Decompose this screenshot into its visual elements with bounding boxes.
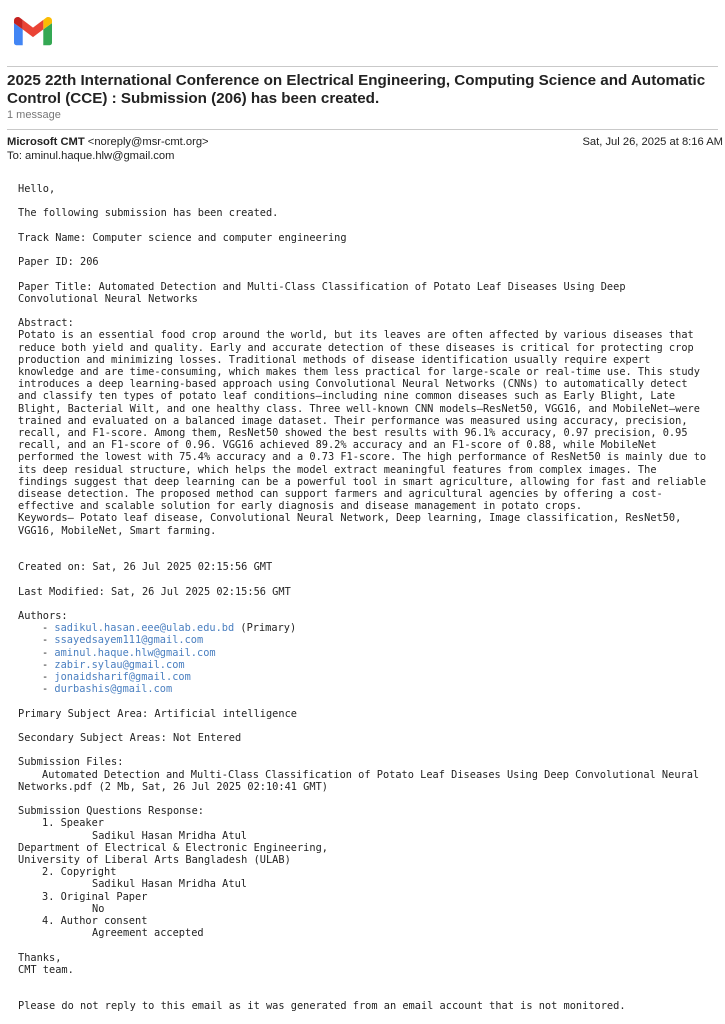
answer-speaker: Sadikul Hasan Mridha Atul bbox=[92, 829, 247, 842]
primary-subject-area: Primary Subject Area: Artificial intelligence bbox=[18, 707, 297, 720]
author-item bbox=[18, 671, 718, 683]
questions-label: Submission Questions Response: bbox=[18, 805, 204, 818]
author-item bbox=[18, 647, 718, 659]
footer-notice: Please do not reply to this email as it was generated from an email account that is not monitored. bbox=[18, 1000, 626, 1013]
speaker-department: Department of Electrical & Electronic Engineering, bbox=[18, 841, 328, 854]
author-bullet: - bbox=[42, 671, 55, 683]
author-item bbox=[18, 683, 718, 695]
speaker-university: University of Liberal Arts Bangladesh (ULAB) bbox=[18, 853, 291, 866]
paper-id: Paper ID: 206 bbox=[18, 256, 99, 269]
question-speaker: 1. Speaker bbox=[42, 817, 104, 830]
question-author-consent: 4. Author consent bbox=[42, 915, 148, 927]
author-item bbox=[18, 659, 718, 671]
file-name-line1: Automated Detection and Multi-Class Classification of Potato Leaf Diseases Using Deep Convolutional Neural bbox=[42, 768, 700, 781]
author-list bbox=[18, 622, 718, 695]
question-original-paper: 3. Original Paper bbox=[42, 890, 148, 903]
author-bullet: - bbox=[42, 622, 55, 635]
email-date: Sat, Jul 26, 2025 at 8:16 AM bbox=[582, 136, 723, 148]
author-email-link[interactable]: jonaidsharif@gmail.com bbox=[54, 671, 191, 683]
author-bullet: - bbox=[42, 658, 55, 671]
paper-title: Paper Title: Automated Detection and Multi-Class Classification of Potato Leaf Diseases Using Deep Convolutional Neural Networks bbox=[18, 280, 626, 305]
author-email-link[interactable]: zabir.sylau@gmail.com bbox=[54, 658, 185, 671]
secondary-subject-areas: Secondary Subject Areas: Not Entered bbox=[18, 731, 242, 744]
email-subject: 2025 22th International Conference on Electrical Engineering, Computing Science and Automatic Control (CCE) : Submission (206) has been created. bbox=[7, 72, 706, 107]
header-divider bbox=[7, 66, 718, 67]
question-copyright: 2. Copyright bbox=[42, 866, 117, 879]
answer-author-consent: Agreement accepted bbox=[92, 927, 204, 940]
sender-name: Microsoft CMT bbox=[7, 136, 85, 148]
author-bullet: - bbox=[42, 646, 55, 659]
signature: CMT team. bbox=[18, 963, 74, 976]
subject-divider bbox=[7, 129, 718, 130]
intro-text: The following submission has been created. bbox=[18, 207, 279, 220]
thanks: Thanks, bbox=[18, 951, 62, 964]
author-bullet: - bbox=[42, 683, 55, 696]
sender-email: <noreply@msr-cmt.org> bbox=[87, 136, 209, 148]
track-name: Track Name: Computer science and computer engineering bbox=[18, 231, 347, 244]
answer-copyright: Sadikul Hasan Mridha Atul bbox=[92, 878, 247, 891]
message-count: 1 message bbox=[7, 109, 61, 121]
recipient: To: aminul.haque.hlw@gmail.com bbox=[7, 150, 175, 162]
author-email-link[interactable]: aminul.haque.hlw@gmail.com bbox=[54, 646, 216, 659]
created-on: Created on: Sat, 26 Jul 2025 02:15:56 GMT bbox=[18, 561, 273, 574]
files-label: Submission Files: bbox=[18, 756, 124, 769]
file-name-line2: Networks.pdf (2 Mb, Sat, 26 Jul 2025 02:10:41 GMT) bbox=[18, 780, 328, 793]
greeting: Hello, bbox=[18, 183, 56, 195]
abstract-label: Abstract: bbox=[18, 317, 74, 330]
gmail-logo-icon bbox=[14, 16, 52, 46]
author-email-link[interactable]: sadikul.hasan.eee@ulab.edu.bd bbox=[54, 622, 235, 635]
author-primary-note: (Primary) bbox=[234, 622, 297, 635]
abstract-text: Potato is an essential food crop around the world, but its leaves are often affected by various diseases that reduce both yield and quality. Early and accurate detection of these diseases is critical for protecting crop production and minimizing losses. Traditional methods of disease identification usually require expert knowledge and are time-consuming, which makes them less practical for large-scale or real-time use. This study introduces a deep learning-based approach using Convolutional Neural Networks (CNNs) to automatically detect and classify ten types of potato leaf conditions—including nine common diseases such as Early Blight, Late Blight, Bacterial Wilt, and one healthy class. Three well-known CNN models—ResNet50, VGG16, and MobileNet—were trained and evaluated on a balanced image dataset. Their performance was measured using accuracy, precision, recall, and F1-score. Among them, ResNet50 showed the best results with 96.1% accuracy, 0.97 precision, 0.95 recall, and an F1-score of 0.96. VGG16 achieved 89.2% accuracy and an F1-score of 0.88, while MobileNet performed the lowest with 75.4% accuracy and a 0.73 F1-score. The high performance of ResNet50 is mainly due to its deep residual structure, which helps the model extract meaningful features from complex images. The findings suggest that deep learning can be a powerful tool in smart agriculture, allowing for fast and reliable disease detection. The proposed method can support farmers and agricultural agencies by offering a cost- effective and scalable solution for early diagnosis and disease management in potato crops. Keywords— Potato leaf disease, Convolutional Neural Network, Deep learning, Image classification, ResNet50, VGG16, MobileNet, Smart farming. bbox=[18, 329, 707, 537]
answer-original-paper: No bbox=[92, 902, 105, 915]
author-email-link[interactable]: durbashis@gmail.com bbox=[54, 683, 173, 696]
author-bullet: - bbox=[42, 634, 55, 647]
last-modified: Last Modified: Sat, 26 Jul 2025 02:15:56 GMT bbox=[18, 585, 291, 598]
author-item bbox=[18, 622, 718, 634]
authors-label: Authors: bbox=[18, 609, 68, 622]
author-item bbox=[18, 634, 718, 646]
sender bbox=[7, 136, 209, 148]
email-body bbox=[18, 183, 718, 1013]
author-email-link[interactable]: ssayedsayem111@gmail.com bbox=[54, 634, 204, 647]
